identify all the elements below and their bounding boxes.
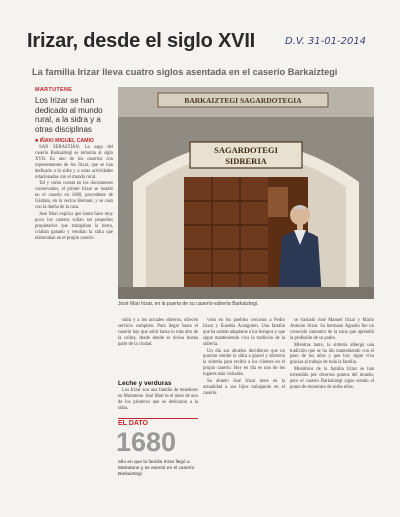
- photo-sign-line2: SIDRERIA: [225, 156, 267, 166]
- byline: ■ IÑAKI MIGUEL CAMIO: [35, 138, 94, 144]
- article-photo: [118, 87, 374, 299]
- col4-paragraph: se trasladó José Manuel Irizar y Mario Antonio Irizar. Su hermano Agustín fue un conocido cantautor de la zona que aprendió la profesión de su padre.: [290, 318, 374, 341]
- dato-text: año en que la familia Irizar llegó a Martutene y se asentó en el caserío Barkaiztegi: [118, 460, 195, 477]
- col3-paragraph: visto en los pueblos cercanos a Pedro Irizar y Eusebia Aranguren. Una familia que ha sabido adaptarse a los tiempos y que sigue manteniendo viva la tradición de la sidrería.: [203, 318, 286, 347]
- byline-name: IÑAKI MIGUEL CAMIO: [39, 138, 94, 144]
- col4-paragraph: Mientras tanto, la sidrería albergó una tradición que se ha ido manteniendo con el paso de los años y que hoy sigue viva gracias al trabajo de toda la familia.: [290, 342, 374, 366]
- col1-paragraph: SAN SEBASTIÁN. La saga del caserío Barkaiztegi se remonta al siglo XVII. Es uno de los caseríos con representantes de los Irizar, que se han dedicado a la sidra y a otras actividades relacionadas con el mundo rural.: [35, 145, 113, 180]
- subhead-leche-verduras: Leche y verduras: [118, 380, 172, 387]
- col2-paragraph: sidra y a los actuales sidreros, ofrecen servicio completo. Para llegar hasta el caserío hay que subir hasta lo más alto de la colina, desde donde se divisa buena parte de la ciudad.: [118, 318, 198, 347]
- photo-sign-top: BARKAIZTEGI SAGARDOTEGIA: [184, 96, 302, 105]
- photo-caption: José Mari Irizar, en la puerta de su caserío-sidrería Barkaiztegi.: [118, 301, 259, 307]
- photo-sign-line1: SAGARDOTEGI: [214, 145, 278, 155]
- col1-paragraph: Tal y como consta en los documentos conservados, el primer Irizar se instaló en el caserío en 1680, procedente de Gárdata, en la vecina Hernani, y se casó con la dueña de la casa.: [35, 181, 113, 211]
- body-column-2b: [118, 388, 198, 413]
- headline: Irizar, desde el siglo XVII: [27, 30, 256, 52]
- dato-label: EL DATO: [118, 420, 148, 427]
- dato-number: 1680: [116, 427, 177, 457]
- lede: Los Irizar se han dedicado al mundo rural, a la sidra y a otras disciplinas: [35, 96, 103, 134]
- col2-paragraph: Los Irizar son una familia de tenedores en Martutene. José Mari es el nieto de uno de los primeros que se dedicaron a la sidra.: [118, 388, 198, 411]
- section-tag: MARTUTENE: [35, 87, 73, 93]
- body-column-1: [35, 145, 113, 243]
- col1-paragraph: José Mari explica que hasta hace muy poco los caseros solían ser pequeños propietarios que trabajaban la tierra, criaban ganado y vendían la sidra que elaboraban en el propio caserío.: [35, 211, 113, 241]
- body-column-2: [118, 318, 198, 349]
- subheadline: La familia Irizar lleva cuatro siglos asentada en el caserío Barkaiztegi: [32, 67, 338, 77]
- col3-paragraph: Su abuelo José Irizar tiene en la actualidad a sus hijos trabajando en el caserío.: [203, 379, 285, 396]
- body-column-3: [203, 318, 285, 398]
- body-column-4: [290, 318, 374, 392]
- col4-paragraph: Miembros de la familia Irizar se han extendido por diversos puntos del mundo, pero el caserío Barkaiztegi sigue siendo el punto de encuentro de todos ellos.: [290, 367, 374, 390]
- col3-paragraph: Un día sus abuelos decidieron que no querían vender la sidra a granel y abrieron la sidrería para recibir a los clientes en el propio caserío. Hoy en día es uno de los lugares más visitados.: [203, 348, 285, 378]
- handwritten-date: D.V. 31-01-2014: [285, 36, 367, 47]
- dato-rule: [118, 418, 198, 419]
